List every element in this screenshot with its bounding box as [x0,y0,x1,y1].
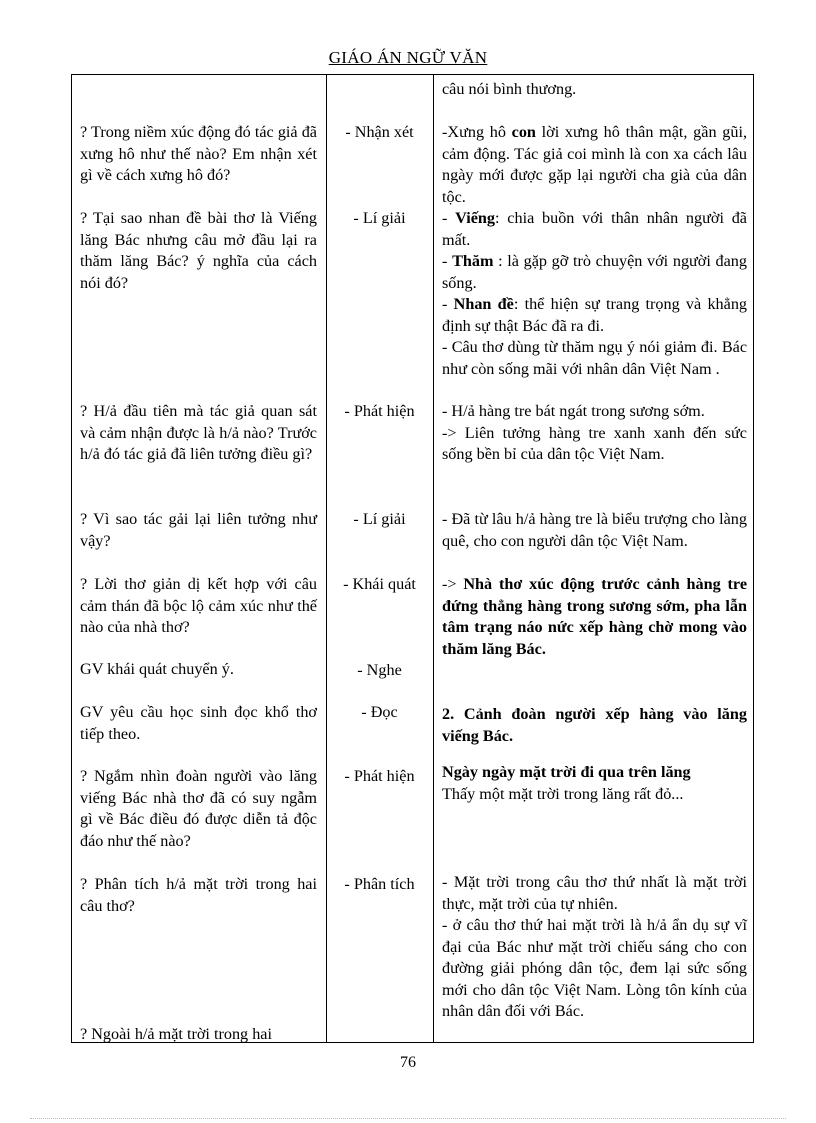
answer-item: - Mặt trời trong câu thơ thứ nhất là mặt trời thực, mặt trời của tự nhiên. [442,873,747,913]
activity-cell: - Khái quát [343,575,416,593]
activity-cell: - Phát hiện [344,767,415,785]
activity-cell: - Phát hiện [344,402,415,420]
column-divider-right [433,75,434,1042]
answer-item: - ở câu thơ thứ hai mặt trời là h/ả ẩn dụ sự vĩ đại của Bác như mặt trời chiếu sáng cho con đường giải phóng dân tộc, đem lại sức sống mới cho dân tộc Việt Nam. Lòng tôn kính của nhân dân đối với Bác. [442,916,747,1020]
activity-cell: - Phân tích [344,875,415,893]
question-cell: ? H/ả đầu tiên mà tác giả quan sát và cảm nhận được là h/ả nào? Trước h/ả đó tác giả đã liên tưởng điều gì? [80,402,317,463]
lesson-table [71,74,754,1043]
answer-cell: - Đã từ lâu h/ả hàng tre là biểu trượng cho làng quê, cho con người dân tộc Việt Nam. [442,510,747,550]
activity-cell: - Lí giải [353,209,406,227]
question-cell: ? Ngoài h/ả mặt trời trong hai [80,1025,272,1043]
answer-item: -> Liên tưởng hàng tre xanh xanh đến sức sống bền bỉ của dân tộc Việt Nam. [442,423,747,463]
activity-cell: - Lí giải [353,510,406,528]
activity-cell: - Nghe [357,661,402,679]
answer-cell [442,401,747,466]
poem-line: Ngày ngày mặt trời đi qua trên lăng [442,763,691,781]
document-header-title: GIÁO ÁN NGỮ VĂN [328,48,488,67]
answer-cell [442,872,747,1023]
footer-divider [30,1118,786,1119]
question-cell: ? Phân tích h/ả mặt trời trong hai câu thơ? [80,875,317,915]
question-cell: ? Lời thơ giản dị kết hợp với câu cảm thán đã bộc lộ cảm xúc như thế nào của nhà thơ? [80,575,317,636]
answer-cell: câu nói bình thương. [442,80,577,98]
answer-cell: -Xưng hô con lời xưng hô thân mật, gần gũi, cảm động. Tác giả coi mình là con xa cách lâu ngày mới được gặp lại người cha già của dân tộc. [442,123,747,206]
answer-item: - Viếng: chia buồn với thân nhân người đã mất. [442,209,747,249]
question-cell: ? Tại sao nhan đề bài thơ là Viếng lăng Bác nhưng câu mở đầu lại ra thăm lăng Bác? ý nghĩa của cách nói đó? [80,209,317,292]
answer-cell [442,762,747,805]
answer-item: - Câu thơ dùng từ thăm ngụ ý nói giảm đi. Bác như còn sống mãi với nhân dân Việt Nam . [442,338,747,378]
answer-cell [442,208,747,380]
question-cell: GV khái quát chuyển ý. [80,660,234,678]
question-cell: ? Ngắm nhìn đoàn người vào lăng viếng Bác nhà thơ đã có suy ngẫm gì về Bác điều đó được diễn tả độc đáo như thế nào? [80,767,317,850]
page-number: 76 [400,1054,416,1071]
poem-line: Thấy một mặt trời trong lăng rất đỏ... [442,784,684,803]
answer-item: - H/ả hàng tre bát ngát trong sương sớm. [442,402,705,420]
section-heading: 2. Cảnh đoàn người xếp hàng vào lăng viếng Bác. [442,705,747,745]
question-cell: GV yêu cầu học sinh đọc khổ thơ tiếp theo. [80,703,317,743]
question-cell: ? Trong niềm xúc động đó tác giả đã xưng hô như thế nào? Em nhận xét gì về cách xưng hô đó? [80,123,317,184]
answer-item: - Nhan đề: thể hiện sự trang trọng và khẳng định sự thật Bác đã ra đi. [442,295,748,335]
activity-cell: - Nhận xét [345,123,414,141]
answer-item: - Thăm : là gặp gỡ trò chuyện với người đang sống. [442,252,747,292]
question-cell: ? Vì sao tác gải lại liên tưởng như vậy? [80,510,317,550]
activity-cell: - Đọc [361,703,398,721]
answer-cell: -> Nhà thơ xúc động trước cảnh hàng tre đứng thẳng hàng trong sương sớm, pha lẫn tâm trạng náo nức xếp hàng chờ mong vào thăm lăng Bác. [442,575,748,658]
